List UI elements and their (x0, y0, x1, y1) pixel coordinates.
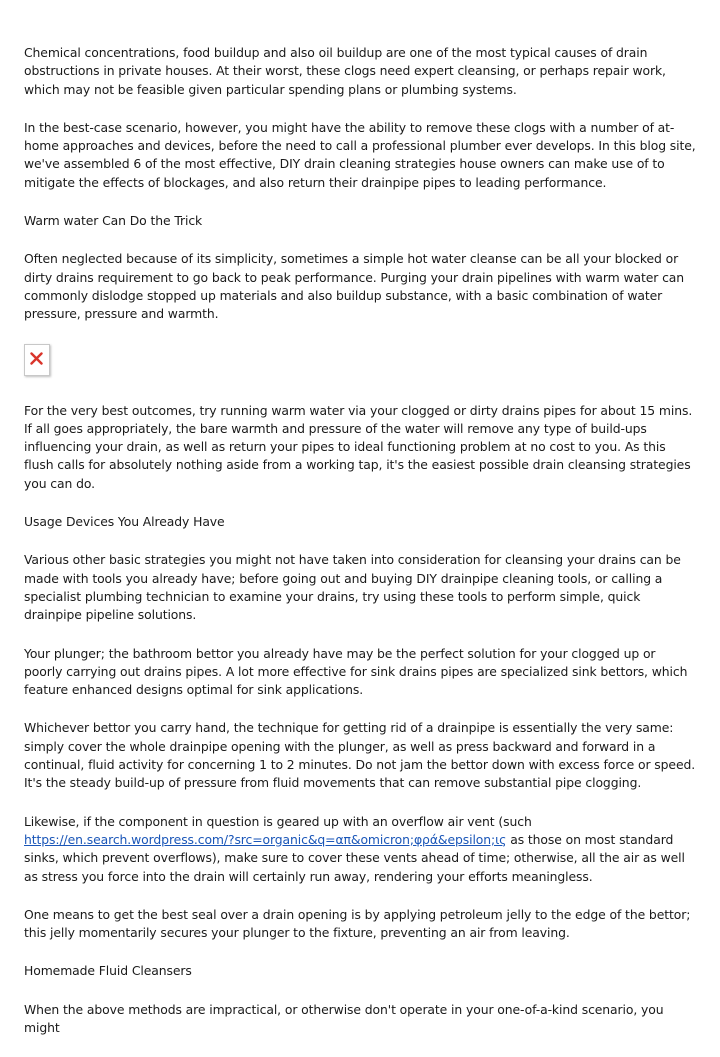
section-heading-devices: Usage Devices You Already Have (24, 514, 225, 530)
paragraph-best-outcomes: For the very best outcomes, try running warm water via your clogged or dirty drains pipes for about 15 mins. If all goes appropriately, the bare warmth and pressure of the water will remove any type of build-ups influencing your drain, as well as return your pipes to ideal functioning problem at no cost to you. As this flush calls for absolutely nothing aside from a working tap, it's the easiest possible drain cleansing strategies you can do. (24, 402, 693, 491)
broken-image-icon (30, 352, 43, 365)
broken-image-placeholder (24, 344, 50, 376)
paragraph-best-case: In the best-case scenario, however, you might have the ability to remove these clogs with a number of at-home approaches and devices, before the need to call a professional plumber ever develops. In this blog site, we've assembled 6 of the most effective, DIY drain cleaning strategies house owners can make use of to mitigate the effects of blockages, and also return their drainpipe pipes to leading performance. (24, 119, 696, 190)
section-heading-warm-water: Warm water Can Do the Trick (24, 213, 203, 229)
search-link[interactable]: https://en.search.wordpress.com/?src=organic&q=απ&omicron;φρά&epsilon;ις (24, 831, 507, 847)
paragraph-technique: Whichever bettor you carry hand, the technique for getting rid of a drainpipe is essentially the very same: simply cover the whole drainpipe opening with the plunger, as well as press backward and forward in a continual, fluid activity for concerning 1 to 2 minutes. Do not jam the bettor down with excess force or speed. It's the steady build-up of pressure from fluid movements that can remove substantial pipe clogging. (24, 720, 696, 791)
paragraph-intro: Chemical concentrations, food buildup and also oil buildup are one of the most typical causes of drain obstructions in private houses. At their worst, these clogs need expert cleansing, or perhaps repair work, which may not be feasible given particular spending plans or plumbing systems. (24, 45, 666, 97)
paragraph-petroleum-jelly: One means to get the best seal over a drain opening is by applying petroleum jelly to the edge of the bettor; this jelly momentarily secures your plunger to the fixture, preventing an air from leaving. (24, 906, 691, 941)
paragraph-impractical: When the above methods are impractical, or otherwise don't operate in your one-of-a-kind scenario, you might (24, 1001, 664, 1035)
paragraph-plunger: Your plunger; the bathroom bettor you already have may be the perfect solution for your clogged up or poorly carrying out drains pipes. A lot more effective for sink drains pipes are specialized sink bettors, which feature enhanced designs optimal for sink applications. (24, 645, 688, 698)
overflow-text-after: as those on most standard sinks, which prevent overflows), make sure to cover these vents ahead of time; otherwise, all the air as well as stress you force into the drain will certainly run away, rendering your efforts meaningless. (24, 831, 685, 884)
paragraph-basic-strategies: Various other basic strategies you might not have taken into consideration for cleansing your drains can be made with tools you already have; before going out and buying DIY drainpipe cleaning tools, or calling a specialist plumbing technician to examine your drains, try using these tools to perform simple, quick drainpipe pipeline solutions. (24, 552, 681, 623)
overflow-text-before: Likewise, if the component in question is geared up with an overflow air vent (such (24, 813, 532, 829)
section-heading-cleansers: Homemade Fluid Cleansers (24, 963, 192, 979)
paragraph-overflow-vent (24, 813, 696, 886)
article-body (24, 44, 696, 1057)
paragraph-hot-water: Often neglected because of its simplicity, sometimes a simple hot water cleanse can be all your blocked or dirty drains requirement to go back to peak performance. Purging your drain pipelines with warm water can commonly dislodge stopped up materials and also buildup substance, with a basic combination of water pressure, pressure and warmth. (24, 251, 685, 322)
